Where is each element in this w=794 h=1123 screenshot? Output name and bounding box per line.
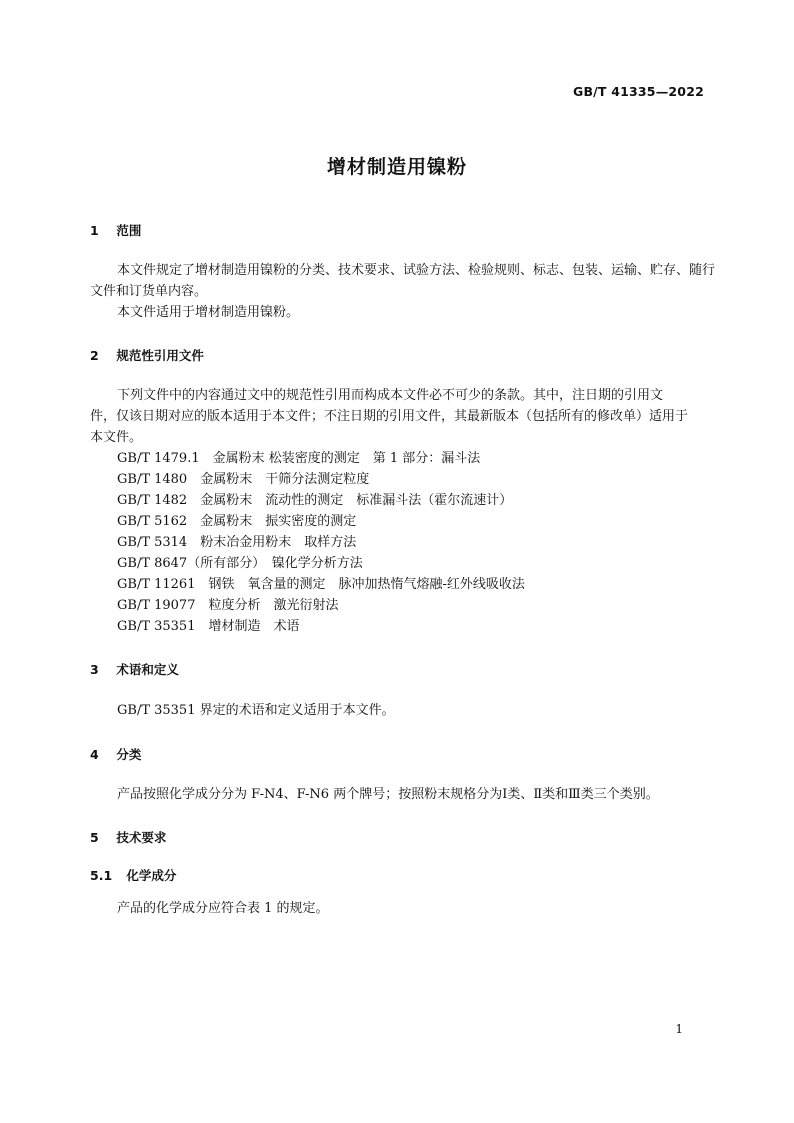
section-4-p1-line: 产品按照化学成分分为 F-N4、F-N6 两个牌号；按照粉末规格分为Ⅰ类、Ⅱ类和Ⅲ类三个类别。 xyxy=(117,787,659,802)
section-5-1-p1-line: 产品的化学成分应符合表 1 的规定。 xyxy=(117,901,329,916)
section-1-paragraph-2 xyxy=(90,302,706,323)
section-5-1-paragraph-1 xyxy=(90,898,706,919)
section-2-number: 2 xyxy=(90,348,99,363)
reference-item: GB/T 1479.1 金属粉末 松装密度的测定 第 1 部分：漏斗法 xyxy=(117,451,481,466)
section-2-p1-line-3: 本文件。 xyxy=(90,430,143,445)
section-3-number: 3 xyxy=(90,662,99,677)
reference-item: GB/T 8647（所有部分） 镍化学分析方法 xyxy=(117,556,363,571)
section-5-number: 5 xyxy=(90,830,99,845)
reference-item: GB/T 11261 钢铁 氧含量的测定 脉冲加热惰气熔融-红外线吸收法 xyxy=(117,577,525,592)
section-5-1-heading xyxy=(90,866,176,884)
section-2-heading xyxy=(90,346,204,364)
section-2-p1-line-2: 件，仅该日期对应的版本适用于本文件；不注日期的引用文件，其最新版本（包括所有的修改单）适用于 xyxy=(90,409,689,424)
section-5-1-number: 5.1 xyxy=(90,868,113,883)
reference-item: GB/T 1482 金属粉末 流动性的测定 标准漏斗法（霍尔流速计） xyxy=(117,493,513,508)
section-2-paragraph-1 xyxy=(90,385,706,448)
section-4-number: 4 xyxy=(90,747,99,762)
reference-item: GB/T 5162 金属粉末 振实密度的测定 xyxy=(117,514,357,529)
section-1-p2-line: 本文件适用于增材制造用镍粉。 xyxy=(117,305,300,320)
normative-references-list xyxy=(117,448,525,637)
section-1-heading xyxy=(90,221,141,239)
section-1-p1-line-2: 文件和订货单内容。 xyxy=(90,284,208,299)
reference-item: GB/T 5314 粉末冶金用粉末 取样方法 xyxy=(117,535,357,550)
document-title: 增材制造用镍粉 xyxy=(326,156,467,178)
section-1-title: 范围 xyxy=(116,223,142,238)
standard-code: GB/T 41335—2022 xyxy=(572,84,704,99)
section-1-paragraph-1 xyxy=(90,260,716,302)
section-5-title: 技术要求 xyxy=(116,830,167,845)
section-2-title: 规范性引用文件 xyxy=(116,348,204,363)
reference-item: GB/T 19077 粒度分析 激光衍射法 xyxy=(117,598,339,613)
section-4-heading xyxy=(90,745,141,763)
page-number: 1 xyxy=(675,1022,683,1036)
section-2-p1-line-1: 下列文件中的内容通过文中的规范性引用而构成本文件必不可少的条款。其中，注日期的引用文 xyxy=(117,388,664,403)
reference-item: GB/T 35351 增材制造 术语 xyxy=(117,619,300,634)
section-4-title: 分类 xyxy=(116,747,142,762)
section-3-title: 术语和定义 xyxy=(116,662,179,677)
section-3-paragraph-1 xyxy=(90,700,706,721)
reference-item: GB/T 1480 金属粉末 干筛分法测定粒度 xyxy=(117,472,370,487)
section-3-heading xyxy=(90,660,179,678)
section-4-paragraph-1 xyxy=(90,784,706,805)
section-1-p1-line-1: 本文件规定了增材制造用镍粉的分类、技术要求、试验方法、检验规则、标志、包装、运输、贮存、随行 xyxy=(117,263,716,278)
section-1-number: 1 xyxy=(90,223,99,238)
section-3-p1-line: GB/T 35351 界定的术语和定义适用于本文件。 xyxy=(117,703,395,718)
section-5-heading xyxy=(90,828,166,846)
section-5-1-title: 化学成分 xyxy=(126,868,177,883)
